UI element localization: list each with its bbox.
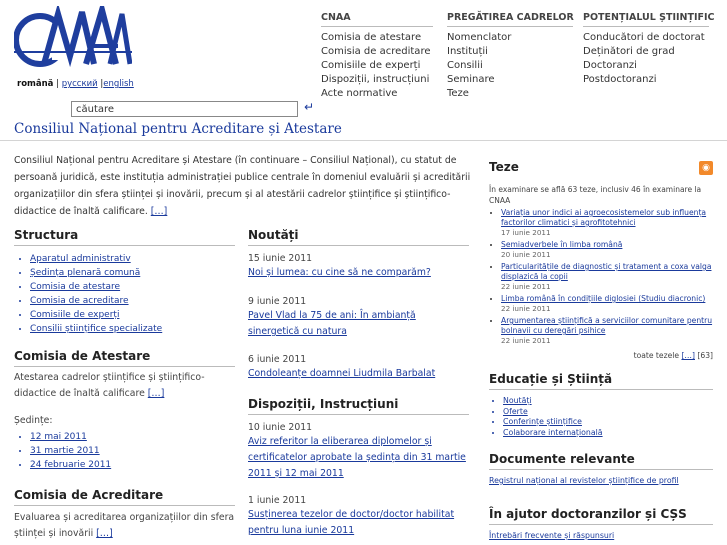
lang-russian-link[interactable]: русский <box>61 79 98 89</box>
noutati-title: Noutăți <box>248 228 469 246</box>
nav-item[interactable]: Teze <box>447 88 469 99</box>
documente-link[interactable]: Registrul național al revistelor științifice de profil <box>489 476 679 485</box>
nav-item[interactable]: Comisia de acreditare <box>321 46 431 57</box>
list-item[interactable]: • Comisiile de experți <box>30 308 235 322</box>
list-item[interactable]: • 31 martie 2011 <box>30 444 235 458</box>
nav-item[interactable]: Postdoctoranzi <box>583 74 657 85</box>
structura-list <box>14 252 235 336</box>
nav-item[interactable]: Acte normative <box>321 88 398 99</box>
search-input[interactable] <box>71 101 298 117</box>
nav-item[interactable]: Instituții <box>447 46 488 57</box>
nav-item[interactable]: Comisia de atestare <box>321 32 422 43</box>
comisia-atestare-title: Comisia de Atestare <box>14 349 235 367</box>
ajutor-link[interactable]: Întrebări frecvente și răspunsuri <box>489 531 615 540</box>
list-item[interactable]: • 24 februarie 2011 <box>30 458 235 472</box>
educatie-list <box>489 396 713 438</box>
teze-all: toate tezele […] [63] <box>633 351 713 360</box>
nav-heading: POTENȚIALUL ȘTIINȚIFIC <box>583 12 709 27</box>
header-divider <box>0 140 727 141</box>
comisia-acreditare-more-link[interactable]: […] <box>96 528 113 539</box>
nav-item[interactable]: Comisiile de experți <box>321 60 421 71</box>
comisia-acreditare-title: Comisia de Acreditare <box>14 488 235 506</box>
intro-text: Consiliul Național pentru Acreditare și Atestare (în continuare – Consiliul Național), cu statut de persoană juridică, este instituția administrației publice centrale în domeniul evaluării și acreditării organizațiilor din sfera științei și inovării, precum și al atestării cadrelor științifice și științifico-didactice de înaltă calificare. […] <box>14 155 471 217</box>
nav-item[interactable]: Consilii <box>447 60 483 71</box>
lang-english-link[interactable]: english <box>103 79 134 89</box>
list-item[interactable]: • Comisia de acreditare <box>30 294 235 308</box>
list-item[interactable]: • Aparatul administrativ <box>30 252 235 266</box>
list-item[interactable]: • Comisia de atestare <box>30 280 235 294</box>
list-item[interactable]: • Limba română în condițiile diglosiei (Studiu diacronic) 22 iunie 2011 <box>501 294 713 314</box>
list-item[interactable]: • Consilii științifice specializate <box>30 322 235 336</box>
list-item[interactable]: • Variația unor indici ai agroecosistemelor sub influența factorilor climatici și agrofitotehnici 17 iunie 2011 <box>501 208 713 238</box>
cnaa-logo[interactable] <box>14 6 132 68</box>
news-date: 6 iunie 2011 <box>248 354 307 365</box>
lang-current: română <box>17 79 54 89</box>
list-item[interactable]: • 12 mai 2011 <box>30 430 235 444</box>
dispozitie-link[interactable]: Susținerea tezelor de doctor/doctor habilitat pentru luna iunie 2011 <box>248 509 455 536</box>
intro-more-link[interactable]: […] <box>150 206 168 217</box>
teze-list <box>489 208 713 348</box>
dispozitie-date: 10 iunie 2011 <box>248 422 313 433</box>
sedinte-list <box>14 430 235 472</box>
nav-item[interactable]: Doctoranzi <box>583 60 637 71</box>
list-item[interactable]: • Oferte <box>503 407 713 418</box>
teze-all-more-link[interactable]: […] <box>681 351 695 360</box>
teze-title: Teze <box>489 160 519 174</box>
nav-potentialul-stiintific <box>583 12 715 87</box>
nav-item[interactable]: Seminare <box>447 74 495 85</box>
language-switcher: română | русский |english <box>17 79 134 89</box>
nav-pregatirea-cadrelor <box>447 12 573 101</box>
dispozitie-date: 1 iunie 2011 <box>248 495 307 506</box>
list-item[interactable]: • Ședința plenară comună <box>30 266 235 280</box>
list-item[interactable]: • Noutăți <box>503 396 713 407</box>
structura-title: Structura <box>14 228 235 246</box>
list-item[interactable]: • Particularitățile de diagnostic și tratament a coxa valga displazică la copii 22 iunie 2011 <box>501 262 713 292</box>
news-link[interactable]: Noi și lumea: cu cine să ne comparăm? <box>248 267 431 278</box>
news-date: 9 iunie 2011 <box>248 296 307 307</box>
list-item[interactable]: • Semiadverbele în limba română 20 iunie 2011 <box>501 240 713 260</box>
news-date: 15 iunie 2011 <box>248 253 313 264</box>
nav-item[interactable]: Dispoziții, instrucțiuni <box>321 74 430 85</box>
nav-item[interactable]: Conducători de doctorat <box>583 32 705 43</box>
sedinte-label: Ședințe: <box>14 415 53 426</box>
documente-title: Documente relevante <box>489 452 713 470</box>
logo-graphic <box>14 6 132 68</box>
educatie-title: Educație și Știință <box>489 372 713 390</box>
nav-item[interactable]: Deținători de grad <box>583 46 675 57</box>
comisia-atestare-more-link[interactable]: […] <box>147 388 165 399</box>
nav-item[interactable]: Nomenclator <box>447 32 512 43</box>
site-title: Consiliul Național pentru Acreditare și Atestare <box>14 121 342 137</box>
nav-heading: CNAA <box>321 12 433 27</box>
teze-info: În examinare se află 63 teze, inclusiv 46 în examinare la CNAA <box>489 185 702 205</box>
comisia-atestare-text: Atestarea cadrelor științifice și științifico-didactice de înaltă calificare […] <box>14 372 205 399</box>
nav-heading: PREGĂTIREA CADRELOR <box>447 12 573 27</box>
dispozitii-title: Dispoziții, Instrucțiuni <box>248 397 469 415</box>
news-link[interactable]: Pavel Vlad la 75 de ani: În ambianță sinergetică cu natura <box>248 310 416 337</box>
comisia-acreditare-text: Evaluarea și acreditarea organizațiilor din sfera științei și inovării […] <box>14 512 235 539</box>
dispozitie-link[interactable]: Aviz referitor la eliberarea diplomelor și certificatelor aprobate la ședința din 31 martie 2011 și 12 mai 2011 <box>248 436 466 479</box>
list-item[interactable]: • Conferințe științifice <box>503 417 713 428</box>
list-item[interactable]: • Colaborare internațională <box>503 428 713 439</box>
rss-icon[interactable]: ◉ <box>699 161 713 175</box>
list-item[interactable]: • Argumentarea științifică a serviciilor comunitare pentru bolnavii cu deregări psihice 22 iunie 2011 <box>501 316 713 346</box>
enter-icon[interactable]: ↵ <box>304 100 315 114</box>
nav-cnaa <box>321 12 433 101</box>
news-link[interactable]: Condoleanțe doamnei Liudmila Barbalat <box>248 368 436 379</box>
ajutor-title: În ajutor doctoranzilor și CȘS <box>489 507 713 525</box>
